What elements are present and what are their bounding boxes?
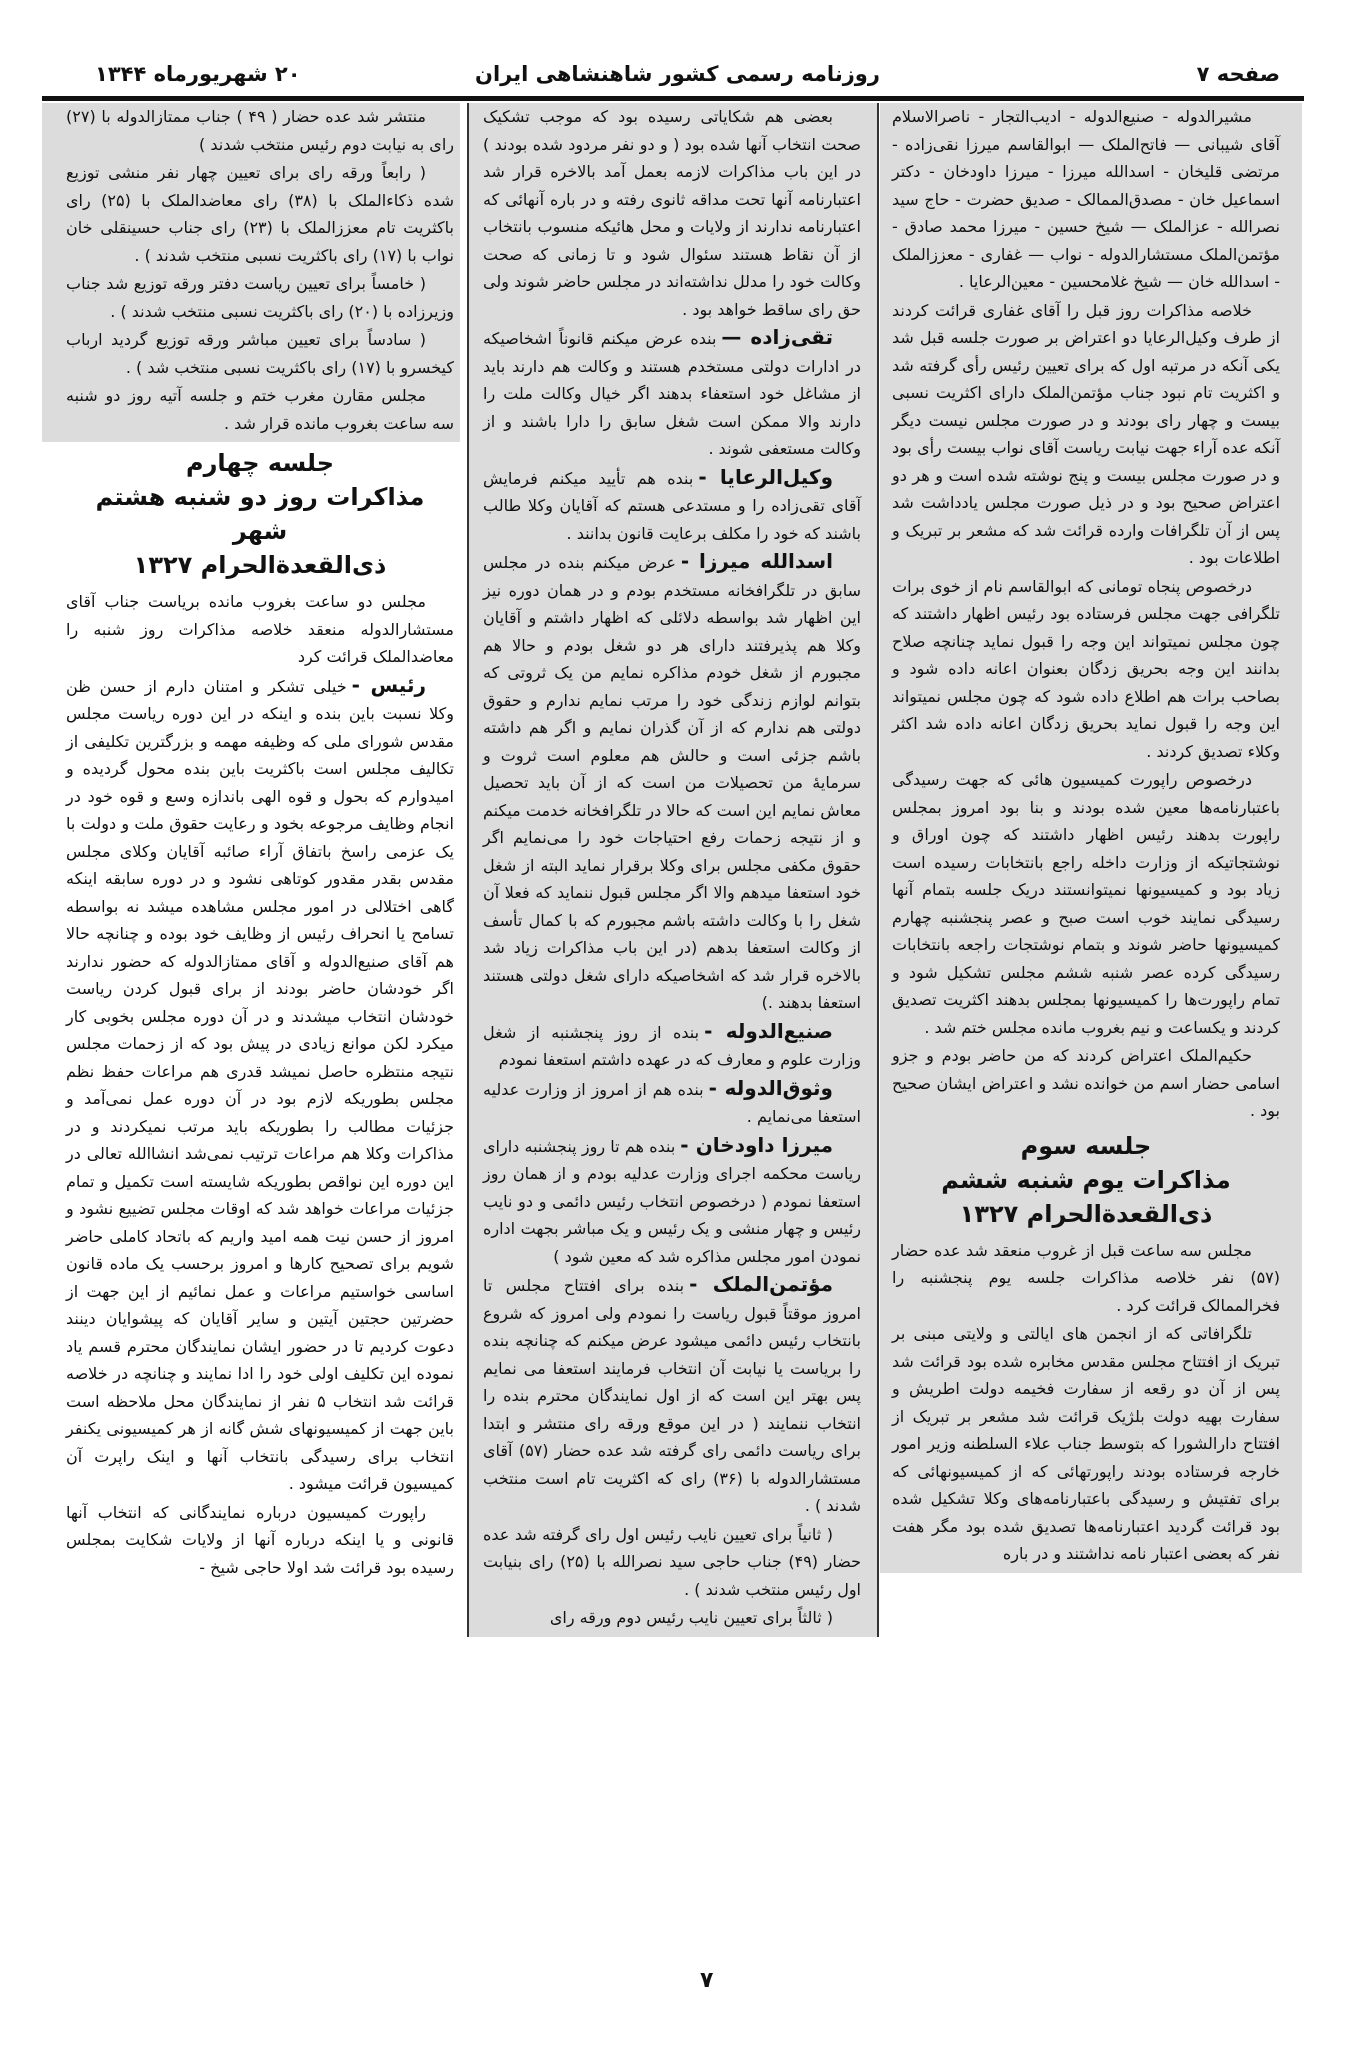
heading-line: جلسه چهارم [186,449,334,477]
speech [66,672,454,1498]
speech [483,1271,861,1520]
speaker-name: میرزا داودخان - [680,1132,833,1157]
speech-text: بنده برای افتتاح مجلس تا امروز موقتاً قبول ریاست را نمودم ولی امروز که شروع بانتخاب رئیس دائمی میشود عرض میکنم که چنانچه بنده را بریاست یا نیابت آن انتخاب فرمایند استعفا می نمایم پس بهتر این است که از اول نمایندگان محترم بنده را انتخاب ننمایند ( در این موقع ورقه رای منتشر و ابتدا برای ریاست دائمی رای گرفته شد عده حضار (۵۷) آقای مستشارالدوله با (۳۶) رای که اکثریت تام است منتخب شدند ) . [483,1276,862,1515]
speech-text: خیلی تشکر و امتنان دارم از حسن ظن وکلا نسبت باین بنده و اینکه در این دوره ریاست مجلس مقدس شورای ملی که وظیفه مهمه و بزرگترین تکلیفی از تکالیف مجلس است باکثریت باین بنده محول گردیده و امیدوارم که بحول و قوه الهی باندازه وسع و قوه خود در انجام وظایف مرجوعه بخود و رعایت حقوق ملت و دولت با یک عزمی راسخ باتفاق آراء صائبه آقایان وکلای مجلس مقدس بقدر مقدور کوتاهی نشود و در دوره سابقه اینکه گاهی اختلالی در امور مجلس مشاهده میشد نه بواسطه تسامح یا انحراف رئیس از وظایف خود بوده و چنانچه حالا هم آقای صنیع‌الدوله و آقای ممتازالدوله که حضور ندارند اگر خودشان حاضر بودند از برای قبول کردن ریاست خودشان انتخاب میشدند و در آن دوره مجلس بخوبی کار میکرد لکن موانع زیادی در پیش بود که از زحمات مجلس نتیجه منتظره حاصل نمیشد قدری هم مراعات حفظ نظم مجلس بطوریکه لازم بود در آن دوره عمل نمی‌آمد و جزئیات مطالب را بطوریکه باید مرتب نمیکردند و در مذاکرات وکلا هم مراعات ترتیب نمی‌شد انشاالله تعالی در این دوره این نواقص بطوریکه شایسته است تکمیل و تمام جزئیات مراعات خواهد شد که اوقات مجلس تضییع نشود و امروز از حسن نیت همه امید واریم که باتحاد کاملی حاضر شویم برای تصحیح کارها و امروز برحسب یک ماده قانون اساسی خواستیم مراعات و عمل نمائیم از این جهت از حضرتین حجتین آیتین و سایر آقایان که پیشوایان دینند دعوت کردیم تا در حضور ایشان نمایندگان محترم قسم یاد نموده این تکلیف اولی خود را ادا نمایند و چنانچه در خلاصه قرائت شد انتخاب ۵ نفر از نمایندگان محل ملاحظه است باین جهت از کمیسیونهای شش گانه از هر کمیسیونی یکنفر انتخاب برای رسیدگی بانتخاب آنها و اینک راپرت آن کمیسیون قرائت میشود . [66,676,454,1493]
heading-line: ذی‌القعدة‌الحرام ۱۳۲۷ [959,1199,1213,1228]
session-heading [66,446,454,582]
speech-text: بنده عرض میکنم قانوناً اشخاصیکه در ادارات دولتی مستخدم هستند و وکالت هم دارند باید از مشاغل خود استعفاء بدهند اگر خیال وکالت ملت را دارند والا ممکن است شغل سابق را دارا باشند و از وکالت مستعفی شوند . [483,329,861,458]
issue-date: ۲۰ شهریورماه ۱۳۴۴ [95,62,301,86]
paragraph: ( ثالثاً برای تعیین نایب رئیس دوم ورقه رای [549,1608,833,1627]
heading-line: مذاکرات یوم شنبه ششم [941,1165,1231,1194]
page-number: ۷ [700,1968,714,1993]
speech [483,1132,861,1271]
speech-text: بنده هم تأیید میکنم فرمایش آقای تقی‌زاده را و مستدعی هستم که آقایان وکلا طالب باشند که خود را مکلف برعایت قانون بدانند . [483,468,861,543]
speaker-name: وثوق‌الدوله - [708,1075,833,1100]
heading-line: مذاکرات روز دو شنبه هشتم شهر [95,483,425,545]
header-rule [42,96,1304,101]
speaker-name: اسدالله میرزا - [680,549,833,573]
paragraph: درخصوص راپورت کمیسیون هائی که جهت رسیدگی باعتبارنامه‌ها معین شده بودند و بنا بود امروز بمجلس راپورت بدهند رئیس اظهار داشتند که چون اوراق و نوشتجاتیکه از وزارت داخله راجع بانتخابات رسیده است زیاد بود و کمیسیونها نمیتوانستند دریک جلسه بتمام آنها رسیدگی نمایند خوب است صبح و عصر پنجشنبه چهارم کمیسیونها حاضر شوند و بتمام نوشتجات راجعه بانتخابات رسیدگی کرده عصر شنبه ششم مجلس تشکیل شود و تمام راپورت‌ها را کمیسیونها بمجلس بدهند اکثریت تصدیق کردند و یکساعت و نیم بغروب مانده مجلس ختم شد . [892,770,1280,1037]
speech [483,464,861,548]
heading-line: جلسه سوم [1020,1131,1152,1160]
paragraph: ( رابعاً ورقه رای برای تعیین چهار نفر منشی توزیع شده ذکاءالملک با (۳۸) رای معاضدالملک با (۲۵) رای باکثریت تام معززالملک با (۲۳) رای جناب حسینقلی خان نواب با (۱۷) رای باکثریت نسبی منتخب شدند ) . [66,163,454,265]
speaker-name: صنیع‌الدوله - [704,1018,834,1043]
speech [483,548,861,1017]
paragraph: ( خامساً برای تعیین ریاست دفتر ورقه توزیع شد جناب وزیرزاده با (۲۰) رای باکثریت نسبی منتخب شدند ) . [66,274,454,321]
paragraph: بعضی هم شکایاتی رسیده بود که موجب تشکیک صحت انتخاب آنها شده بود ( و دو نفر مردود شده بودند ) در این باب مذاکرات لازمه بعمل آمد بالاخره قرار شد اعتبارنامه آنها تحت مداقه ثانوی رفته و در باره آنهائی که اعتبارنامه ندارند از ولایات و محل هائیکه منسوب بانتخاب از آن نقاط هستند سئوال شود و تا زمانی که صحت وکالت خود را مدلل نداشته‌اند در مجلس حاضر شوند ولی حق رای ساقط خواهد بود . [483,107,861,319]
column-left-shaded-box [42,103,460,442]
speaker-name: وکیل‌الرعایا - [698,464,834,489]
paragraph: خلاصه مذاکرات روز قبل را آقای غفاری قرائت کردند از طرف وکیل‌الرعایا دو اعتراض بر صورت جلسه قبل شد یکی آنکه در مرتبه اول که برای تعیین رئیس رأی گرفته شد و اکثریت تام نبود جناب مؤتمن‌الملک دارای اکثریت نسبی بیست و چهار رای بودند و در صورت مجلس نیست دیگر آنکه عده آراء جهت نیابت ریاست آقای نواب بیست رأی بود و در صورت مجلس بیست و پنج نوشته شده است و هر دو اعتراض صحیح بود و در ذیل صورت مجلس یادداشت شد پس از آن تلگرافات وارده قرائت شد که مشعر بر تبریک و اطلاعات بود . [892,300,1280,567]
column-left [42,103,460,1582]
paragraph: مجلس دو ساعت بغروب مانده بریاست جناب آقای مستشارالدوله منعقد خلاصه مذاکرات روز شنبه را معاضدالملک قرائت کرد [66,592,454,666]
speech [483,1018,861,1074]
speech [483,324,861,463]
paragraph: درخصوص پنجاه تومانی که ابوالقاسم نام از خوی برات تلگرافی جهت مجلس فرستاده بود رئیس اظهار داشتند که چون مجلس نمیتواند این وجه را قبول نماید چنانچه صلاح بدانند این وجه بحریق زدگان بعنوان اعانه داده شود و بصاحب برات هم اطلاع داده شود که چون مجلس نمیتواند این وجه را قبول نماید بحریق زدگان اعانه داده شد اکثر وکلاء تصدیق کردند . [892,576,1280,761]
column-left-body [42,446,460,1581]
paragraph: منتشر شد عده حضار ( ۴۹ ) جناب ممتازالدوله با (۲۷) رای به نیابت دوم رئیس منتخب شدند ) [66,107,454,154]
speaker-name: مؤتمن‌الملک - [689,1272,833,1296]
paragraph: تلگرافاتی که از انجمن های ایالتی و ولایتی مبنی بر تبریک از افتتاح مجلس مقدس مخابره شده بود قرائت شد پس از آن دو رقعه از سفارت فخیمه دولت اطریش و سفارت بهیه دولت بلژیک قرائت شد مشعر بر تبریک از افتتاح دارالشورا که بتوسط جناب علاء السلطنه وزیر امور خارجه فرستاده بودند راپورتهائی که از کمیسیونهائی که برای تفتیش و رسیدگی باعتبارنامه‌های وکلا تشکیل شده بود قرائت گردید اعتبارنامه‌ها تصدیق شده بود مگر هفت نفر که بعضی اعتبار نامه نداشتند و در باره [892,1324,1280,1563]
paragraph: راپورت کمیسیون درباره نمایندگانی که انتخاب آنها قانونی و یا اینکه درباره آنها از ولایات شکایت بمجلس رسیده بود قرائت شد اولا حاجی شیخ - [66,1502,454,1577]
heading-line: ذی‌القعدة‌الحرام ۱۳۲۷ [133,551,387,579]
paragraph: ( ثانیاً برای تعیین نایب رئیس اول رای گرفته شد عده حضار (۴۹) جناب حاجی سید نصرالله با (۲۵) رای بنیابت اول رئیس منتخب شدند ) . [483,1524,861,1599]
speech [483,1075,861,1131]
paragraph: حکیم‌الملک اعتراض کردند که من حاضر بودم و جزو اسامی حضار اسم من خوانده نشد و اعتراض ایشان صحیح بود . [892,1046,1280,1120]
speech-text: بنده هم از امروز از وزارت عدلیه استعفا می‌نمایم . [483,1079,861,1126]
paragraph: مجلس مقارن مغرب ختم و جلسه آتیه روز دو شنبه سه ساعت بغروب مانده قرار شد . [66,386,454,433]
attendees-list: مشیرالدوله - صنیع‌الدوله - ادیب‌التجار - ناصرالاسلام آقای شیبانی — فاتح‌الملک — ابوالقاسم میرزا نقی‌زاده - مرتضی قلیخان - اسدالله میرزا - میرزا داودخان - دکتر اسماعیل خان - مصدق‌الممالک - صدیق حضرت - حاج سید نصرالله - عزالملک — شیخ حسین - میرزا محمد صادق - مؤتمن‌الملک مستشارالدوله - نواب — غفاری - معززالملک - اسدالله خان — شیخ غلامحسین - معین‌الرعایا . [892,107,1280,291]
paragraph: ( سادساً برای تعیین مباشر ورقه توزیع گردید ارباب کیخسرو با (۱۷) رای باکثریت نسبی منتخب شد ) . [66,330,454,377]
page-label: صفحه ۷ [1196,62,1280,86]
speech-text: عرض میکنم بنده در مجلس سابق در تلگرافخانه مستخدم بودم و در همان دوره نیز این اظهار شد بواسطه دلائلی که اظهار داشتم و آقایان وکلا هم پذیرفتند دارای هر دو شغل بودم و حالا هم مجبورم از شغل خودم مذاکره نمایم من یک ثروتی که بتوانم لوازم زندگی خود را مرتب نمایم ندارم و حقوق دولتی هم ندارم که از آن گذران نمایم و اگر هم داشته باشم جزئی است و حالش هم معلوم است ثروت و سرمایهٔ من تحصیلات من است که از آن باید تحصیل معاش نمایم این است که حالا در تلگرافخانه خدمت میکنم و از نتیجه زحمات رفع احتیاجات خود را می‌نمایم اگر حقوق مکفی مجلس برای وکلا برقرار نماید البته از شغل خود استعفا میدهم والا اگر مجلس قبول ننماید که فعلا آن شغل را با وکالت داشته باشم مجبورم که با کمال تأسف از وکالت استعفا بدهم (در این باب مذاکرات زیاد شد بالاخره قرار شد که اشخاصیکه دارای شغل دولتی هستند استعفا بدهند .) [483,553,861,1012]
column-middle [467,103,879,1637]
session-heading [892,1129,1280,1231]
paragraph: مجلس سه ساعت قبل از غروب منعقد شد عده حضار (۵۷) نفر خلاصه مذاکرات جلسه یوم پنجشنبه را فخرالممالک قرائت کرد . [892,1240,1280,1315]
speaker-name: رئیس - [351,672,426,697]
speech-text: بنده از روز پنجشنبه از شغل وزارت علوم و معارف که در عهده داشتم استعفا نمودم [483,1022,861,1069]
speech-text: بنده هم تا روز پنجشنبه دارای ریاست محکمه اجرای وزارت عدلیه بودم و از همان روز استعفا نمودم ( درخصوص انتخاب رئیس دائمی و دو نایب رئیس و چهار منشی و یک رئیس و یک مباشر بجهت اداره نمودن امور مجلس مذاکره شد که معین شود ) [483,1136,861,1266]
newspaper-title: روزنامه رسمی کشور شاهنشاهی ایران [475,62,880,86]
speaker-name: تقی‌زاده — [721,325,833,349]
column-right [880,103,1302,1573]
